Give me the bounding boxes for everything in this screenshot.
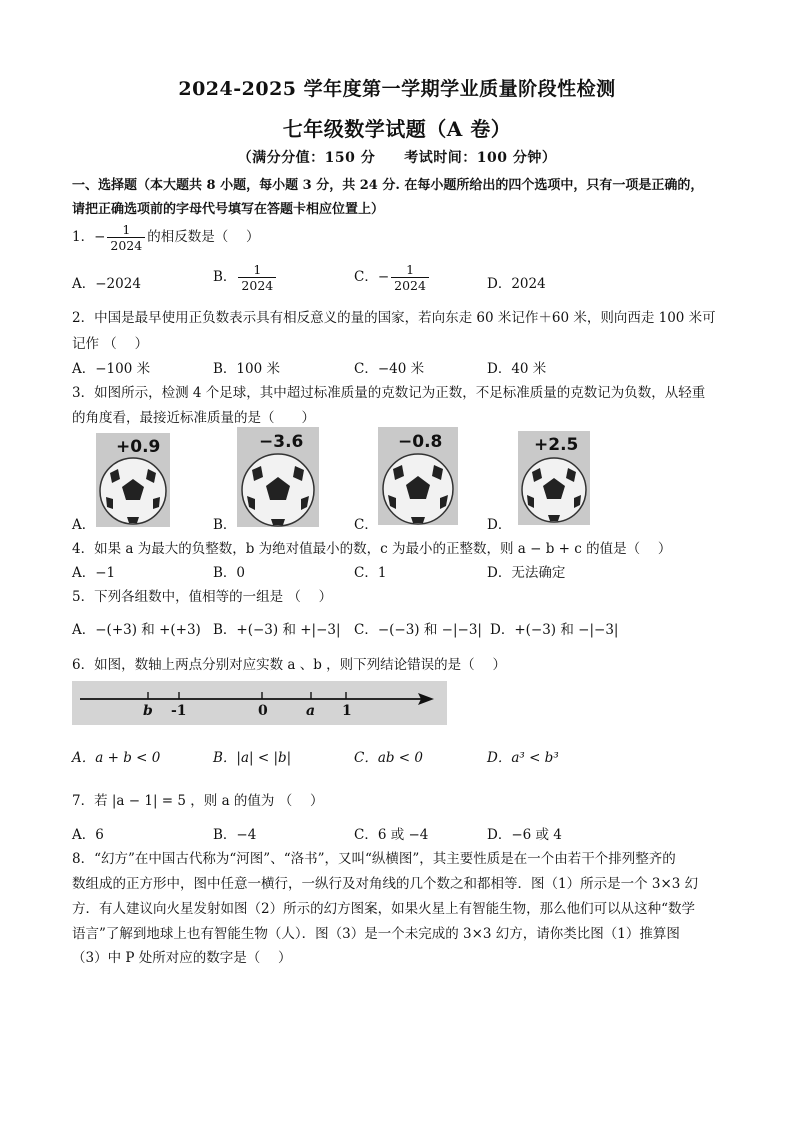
question-8-line5: （3）中 P 处所对应的数字是（ ）	[72, 950, 292, 966]
q1-option-c	[354, 262, 431, 293]
q3-option-a: A．	[72, 517, 96, 533]
question-2-line1: 2．中国是最早使用正负数表示具有相反意义的量的国家，若向东走 60 米记作＋60 米，则向西走 100 米可	[72, 310, 716, 326]
q1-option-b	[213, 262, 278, 293]
ball-label-c: −0.8	[398, 432, 443, 452]
q1-fraction-den: 2024	[110, 238, 143, 253]
ball-label-d: +2.5	[534, 435, 579, 455]
q1-option-c-den: 2024	[394, 278, 426, 293]
q4-option-a: A．−1	[72, 565, 116, 581]
q1-option-b-fraction	[238, 262, 276, 293]
q1-option-b-label: B．	[213, 269, 237, 285]
q1-option-a: A．−2024	[72, 276, 141, 292]
q1-option-c-num: 1	[391, 262, 429, 278]
q3-option-b: B．	[213, 517, 237, 533]
q1-option-b-den: 2024	[241, 278, 274, 293]
q1-suffix: 的相反数是（ ）	[147, 229, 260, 245]
number-line-figure	[72, 681, 447, 725]
football-icon	[518, 431, 590, 525]
q5-option-d: D．+(−3) 和 −|−3|	[490, 622, 619, 638]
axis-label-zero: 0	[258, 703, 268, 719]
football-photo-a	[96, 433, 170, 527]
question-8-line3: 方．有人建议向火星发射如图（2）所示的幻方图案，如果火星上有智能生物，那么他们可以从这种“数学	[72, 901, 695, 917]
q7-option-c: C．6 或 −4	[354, 827, 429, 843]
q6-option-b: B．|a| < |b|	[213, 750, 292, 766]
q5-option-b: B．+(−3) 和 +|−3|	[213, 622, 341, 638]
q6-option-a: A．a + b < 0	[72, 750, 161, 766]
q1-option-b-num: 1	[238, 262, 276, 278]
section-heading-line2: 请把正确选项前的字母代号填写在答题卡相应位置上）	[72, 202, 385, 217]
ball-label-b: −3.6	[259, 432, 304, 452]
question-8-line1: 8．“幻方”在中国古代称为“河图”、“洛书”，又叫“纵横图”，其主要性质是在一个由若干个排列整齐的	[72, 851, 676, 867]
q4-option-c: C．1	[354, 565, 387, 581]
question-3-line1: 3．如图所示，检测 4 个足球，其中超过标准质量的克数记为正数，不足标准质量的克数记为负数，从轻重	[72, 385, 706, 401]
q2-option-d: D．40 米	[487, 361, 547, 377]
q1-fraction	[107, 222, 145, 253]
football-photo-b	[237, 427, 319, 527]
exam-title: 2024-2025 学年度第一学期学业质量阶段性检测	[178, 78, 616, 100]
football-icon	[96, 433, 170, 527]
q2-option-a: A．−100 米	[72, 361, 151, 377]
q7-option-d: D．−6 或 4	[487, 827, 562, 843]
q6-option-c: C．ab < 0	[354, 750, 424, 766]
q1-option-d: D．2024	[487, 276, 546, 292]
question-7: 7．若 |a − 1| = 5 ，则 a 的值为 （ ）	[72, 793, 324, 809]
axis-label-b: b	[143, 703, 153, 719]
question-1	[72, 222, 260, 253]
q2-option-c: C．−40 米	[354, 361, 425, 377]
q3-option-d: D．	[487, 517, 512, 533]
q5-option-a: A．−(+3) 和 +(+3)	[72, 622, 201, 638]
question-6: 6．如图，数轴上两点分别对应实数 a 、b ，则下列结论错误的是（ ）	[72, 657, 506, 673]
axis-label-a: a	[306, 703, 316, 719]
q4-option-b: B．0	[213, 565, 246, 581]
q1-option-c-fraction	[391, 262, 429, 293]
q3-option-c: C．	[354, 517, 378, 533]
axis-label-one: 1	[342, 703, 352, 719]
question-2-line2: 记作 （ ）	[72, 336, 149, 352]
q5-option-c: C．−(−3) 和 −|−3|	[354, 622, 482, 638]
q1-option-c-label: C．−	[354, 269, 390, 285]
axis-label-neg1: -1	[171, 703, 187, 719]
q2-option-b: B．100 米	[213, 361, 280, 377]
exam-info: （满分分值：150 分 考试时间：100 分钟）	[237, 150, 557, 166]
football-photo-d	[518, 431, 590, 525]
question-5: 5．下列各组数中，值相等的一组是 （ ）	[72, 589, 333, 605]
q1-prefix: 1．−	[72, 229, 106, 245]
question-3-line2: 的角度看，最接近标准质量的是（ ）	[72, 410, 315, 426]
football-icon	[237, 427, 319, 527]
football-photo-c	[378, 427, 458, 525]
q7-option-b: B．−4	[213, 827, 257, 843]
question-4: 4．如果 a 为最大的负整数，b 为绝对值最小的数，c 为最小的正整数，则 a − b + c 的值是（ ）	[72, 541, 672, 557]
exam-subtitle: 七年级数学试题（A 卷）	[282, 117, 512, 141]
question-8-line2: 数组成的正方形中，图中任意一横行，一纵行及对角线的几个数之和都相等．图（1）所示是一个 3×3 幻	[72, 876, 699, 892]
question-8-line4: 语言”了解到地球上也有智能生物（人）．图（3）是一个未完成的 3×3 幻方，请你类比图（1）推算图	[72, 926, 680, 942]
q7-option-a: A．6	[72, 827, 104, 843]
football-icon	[378, 427, 458, 525]
section-heading: 一、选择题（本大题共 8 小题，每小题 3 分，共 24 分. 在每小题所给出的四个选项中，只有一项是正确的，	[72, 178, 704, 193]
q1-fraction-num: 1	[107, 222, 145, 238]
q6-option-d: D．a³ < b³	[487, 750, 559, 766]
q4-option-d: D．无法确定	[487, 565, 566, 581]
ball-label-a: +0.9	[116, 437, 161, 457]
